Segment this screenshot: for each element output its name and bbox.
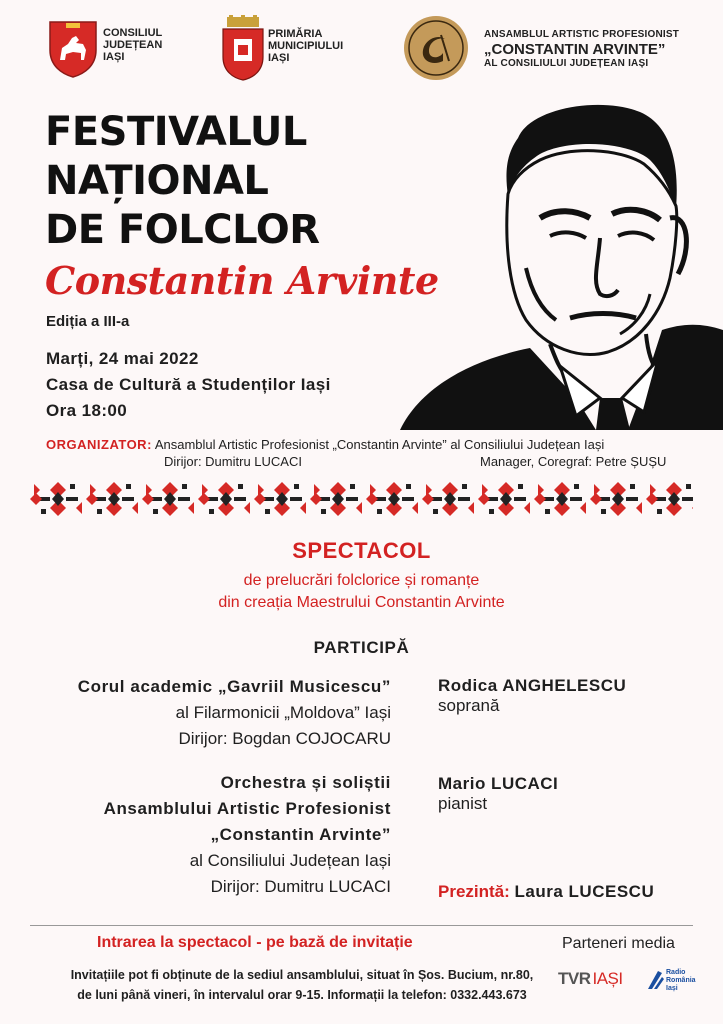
soloist1-last: ANGHELESCU [502, 676, 627, 695]
folk-embroidery-band [30, 478, 693, 520]
spectacol-sub1: de prelucrări folclorice și romanțe [243, 572, 480, 589]
orchestra-line1: Orchestra și soliștii [220, 773, 391, 792]
presenter-name: Laura LUCESCU [514, 882, 655, 901]
event-venue: Casa de Cultură a Studenților Iași [46, 375, 331, 394]
choir-conductor: Dirijor: Bogdan COJOCARU [178, 729, 391, 748]
footer-divider [30, 925, 693, 926]
soloist1-role: soprană [438, 696, 500, 715]
orchestra-line3: „Constantin Arvinte” [210, 825, 391, 844]
orchestra-block [104, 770, 391, 900]
choir-block [78, 674, 391, 752]
title-script-name: Constantin Arvinte [45, 258, 439, 303]
pm-line1: PRIMĂRIA [268, 28, 323, 40]
tvr-iasi-logo [558, 969, 623, 989]
ansamblu-arvinte-logo-icon [403, 15, 469, 81]
presenter-line [438, 882, 654, 902]
consiliul-judetean-crest-icon [48, 20, 98, 78]
soloist1-name [438, 676, 626, 696]
entry-note: Intrarea la spectacol - pe bază de invitație [97, 934, 413, 951]
orchestra-line2: Ansamblului Artistic Profesionist [103, 799, 391, 818]
title-line3: DE FOLCLOR [45, 207, 320, 253]
soloist1-first: Rodica [438, 676, 503, 695]
tvr-text: TVR [558, 969, 591, 988]
primaria-crest-icon [221, 15, 265, 81]
info-line2: de luni până vineri, în intervalul orar 9-15. Informații la telefon: 0332.443.673 [77, 988, 527, 1002]
pm-line3: IAȘI [268, 52, 290, 64]
cj-line2: JUDEȚEAN [103, 39, 163, 51]
organizer-line [46, 436, 604, 453]
presenter-label: Prezintă: [438, 882, 510, 901]
spectacol-sub2: din creația Maestrului Constantin Arvinte [218, 594, 505, 611]
organizer-label: ORGANIZATOR: [46, 437, 152, 452]
arv-line2: „CONSTANTIN ARVINTE” [484, 41, 666, 58]
orchestra-line4: al Consiliului Județean Iași [189, 851, 391, 870]
primaria-label [268, 28, 343, 64]
radio-line3: Iași [666, 985, 678, 992]
organizer-text: Ansamblul Artistic Profesionist „Constantin Arvinte” al Consiliului Județean Iași [154, 437, 605, 452]
spectacol-subtitle [0, 570, 723, 614]
soloist2-role: pianist [438, 794, 488, 813]
choir-of: al Filarmonicii „Moldova” Iași [175, 703, 391, 722]
info-line1: Invitațiile pot fi obținute de la sediul ansamblului, situat în Șos. Bucium, nr.80, [70, 968, 534, 982]
organizer-manager: Manager, Coregraf: Petre ȘUȘU [480, 454, 667, 469]
invitation-info [32, 965, 572, 1005]
soloist1-block [438, 676, 626, 716]
arv-line3: AL CONSILIULUI JUDEȚEAN IAȘI [484, 58, 649, 69]
consiliul-judetean-label [103, 27, 162, 63]
event-time: Ora 18:00 [46, 401, 128, 420]
title-line2: NAȚIONAL [45, 158, 269, 204]
choir-name: Corul academic „Gavriil Musicescu” [77, 677, 391, 696]
arv-line1: ANSAMBLUL ARTISTIC PROFESIONIST [484, 29, 680, 40]
cj-line3: IAȘI [103, 51, 125, 63]
event-info [46, 346, 331, 424]
constantin-arvinte-portrait-icon [400, 98, 723, 430]
radio-line1: Radio [666, 969, 686, 976]
festival-title [45, 108, 320, 255]
cj-line1: CONSILIUL [103, 27, 163, 39]
soloist2-name: Mario LUCACI [438, 774, 559, 793]
spectacol-heading: SPECTACOL [292, 538, 431, 563]
ansamblu-arvinte-label [484, 29, 679, 70]
title-line1: FESTIVALUL [45, 109, 307, 155]
event-date: Marți, 24 mai 2022 [46, 349, 199, 368]
pm-line2: MUNICIPIULUI [268, 40, 344, 52]
participa-heading: PARTICIPĂ [313, 638, 410, 657]
tvr-city: IAȘI [592, 969, 623, 988]
radio-wave-icon [646, 969, 664, 991]
soloist2-block [438, 774, 558, 814]
edition-label: Ediția a III-a [46, 313, 130, 330]
media-partners-label: Parteneri media [562, 935, 675, 952]
orchestra-conductor: Dirijor: Dumitru LUCACI [210, 877, 391, 896]
organizer-conductor: Dirijor: Dumitru LUCACI [164, 454, 302, 469]
radio-line2: România [666, 977, 696, 984]
